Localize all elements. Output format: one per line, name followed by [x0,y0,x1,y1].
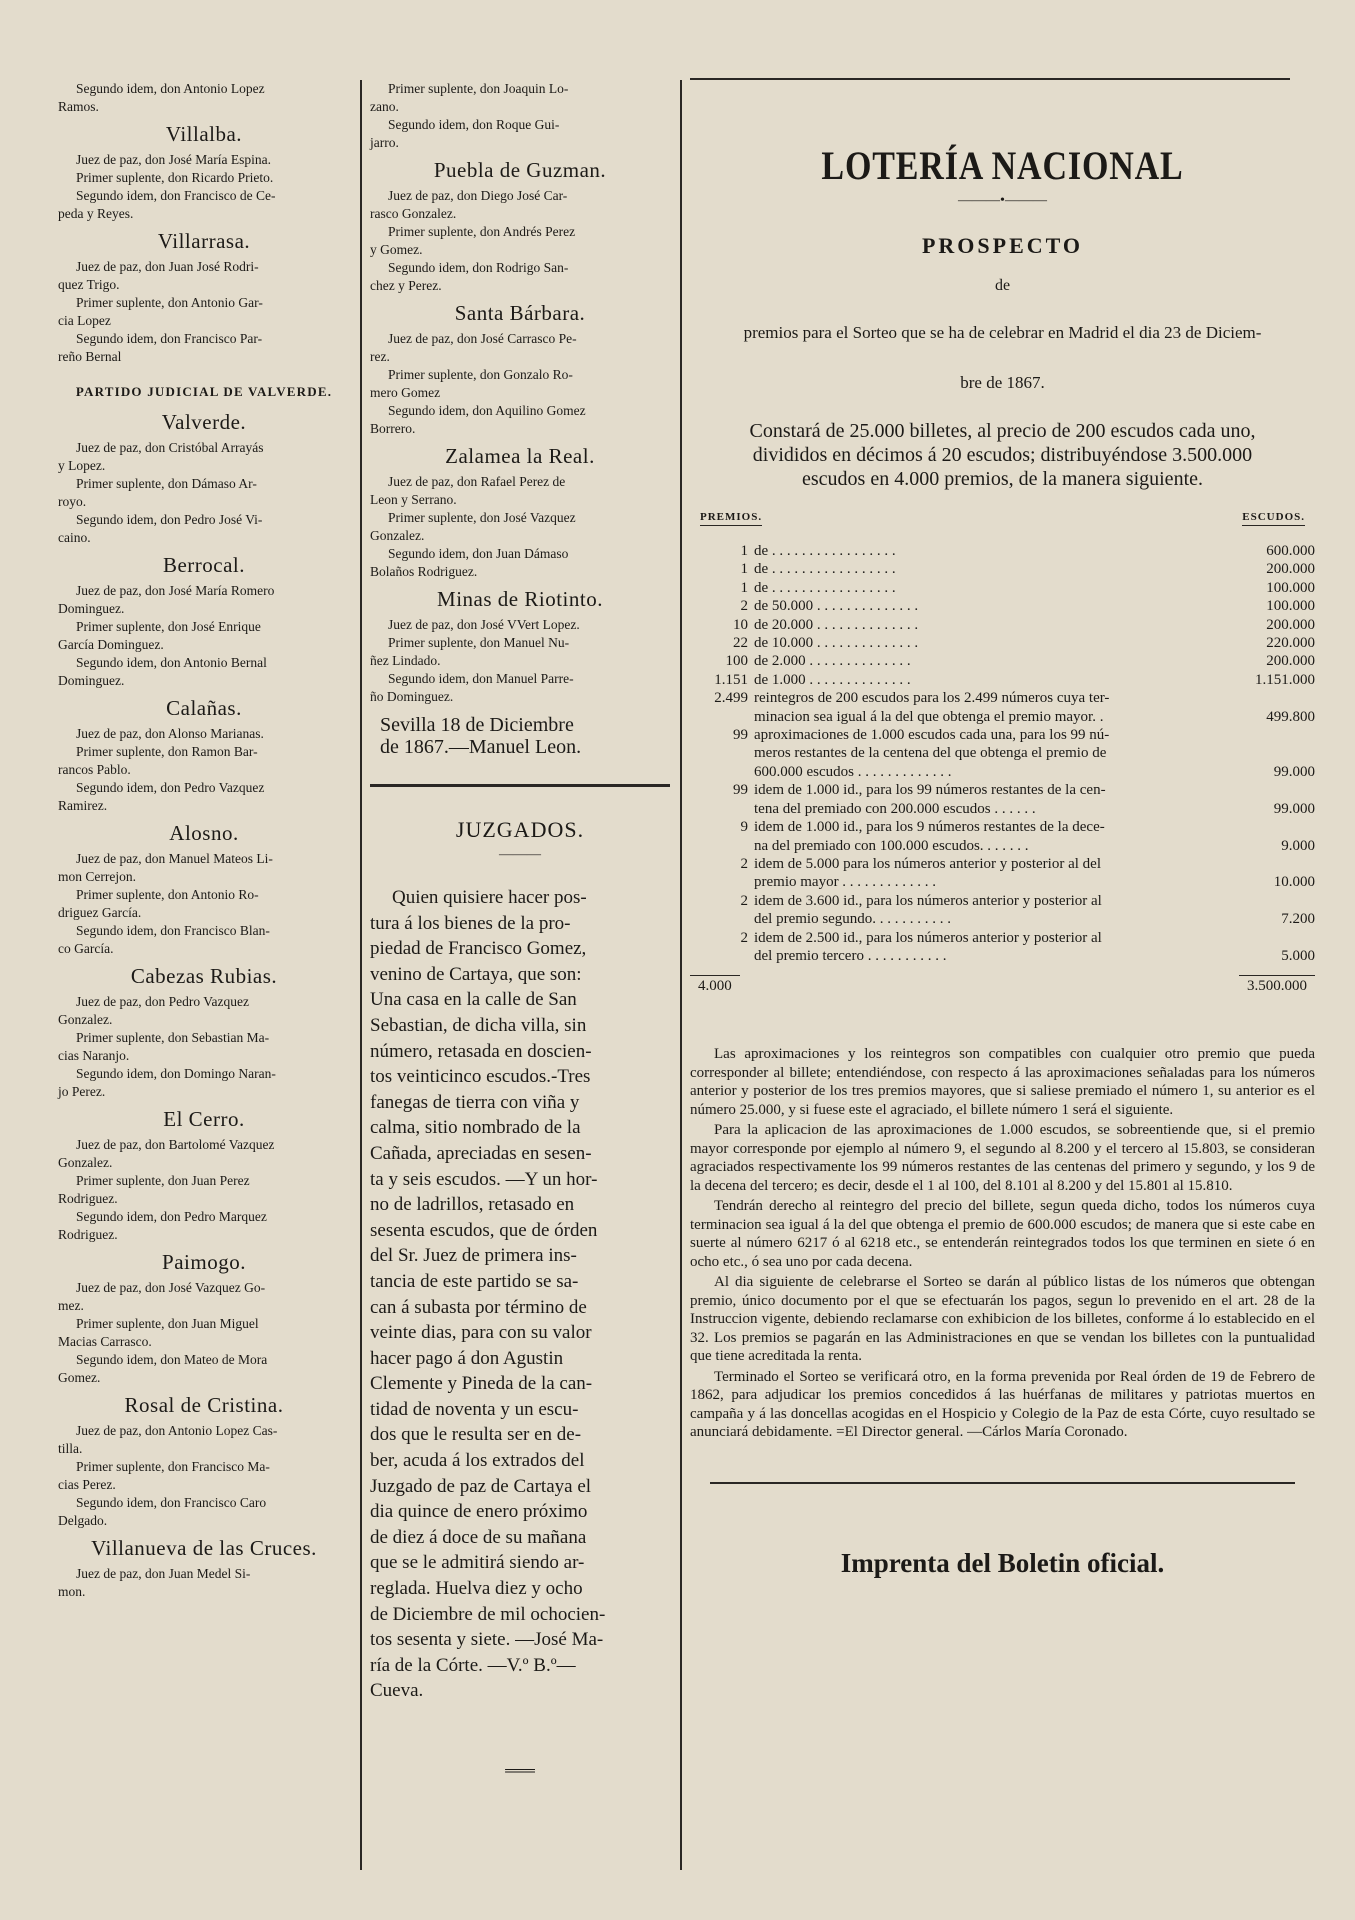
place-heading: Cabezas Rubias. [130,964,278,988]
column-rule-2 [680,80,682,1870]
notice-line: Clemente y Pineda de la can- [370,1373,593,1395]
official-entry [58,993,350,1101]
loteria-title: LOTERÍA NACIONAL [821,143,1184,188]
entry-line: peda y Reyes. [58,206,134,221]
prize-description-line: de 50.000 . . . . . . . . . . . . . . [754,598,919,615]
prize-row [690,652,1315,670]
entry-line: Leon y Serrano. [370,492,457,507]
entry-line: Juez de paz, don José María Romero [76,583,275,598]
prize-description [754,855,1215,892]
header-premios: PREMIOS. [700,511,762,526]
prize-description-line: de . . . . . . . . . . . . . . . . . [754,579,896,596]
prize-description-line: reintegros de 200 escudos para los 2.499 números cuya ter- [754,690,1110,707]
official-entry [370,616,670,706]
entry-line: Segundo idem, don Francisco Blan- [76,923,270,938]
entry-line: Juez de paz, don José Carrasco Pe- [388,331,577,346]
entry-line: mon. [58,1584,86,1599]
prize-description-line: de 10.000 . . . . . . . . . . . . . . [754,635,919,652]
prize-value: 10.000 [1273,874,1315,891]
prize-row [690,855,1315,892]
entry-line: ñez Lindado. [370,653,441,668]
notice-line: ría de la Córte. —V.º B.º— [370,1654,576,1676]
official-entry [58,1422,350,1530]
loteria-paragraph: Terminado el Sorteo se verificará otro, en la forma prevenida por Real órden de 19 de Febrero de 1862, para adjudicar los premios concedidos á las huérfanas de militares y patriotas muertos en campaña y á las doncellas acogidas en el Hospicio y Colegio de la Paz de esta Córte, cuyo resultado se anunciará debidamente. =El Director general. —Cárlos María Coronado. [690,1368,1315,1441]
prize-count: 2 [740,855,748,872]
prize-count: 9 [740,819,748,836]
notice-line: Quien quisiere hacer pos- [392,887,587,908]
entry-line: Segundo idem, don Francisco Par- [76,331,263,346]
entry-line: rancos Pablo. [58,762,131,777]
prize-description-line: de 2.000 . . . . . . . . . . . . . . [754,653,911,670]
entry-line: Segundo idem, don Francisco de Ce- [76,188,276,203]
subtitle-line: premios para el Sorteo que se ha de celebrar en Madrid el dia 23 de Diciem- [743,323,1262,342]
header-escudos: ESCUDOS. [1242,511,1305,526]
entry-line: cia Lopez [58,313,111,328]
entry-line: Gonzalez. [58,1155,113,1170]
intro-line: Constará de 25.000 billetes, al precio de 200 escudos cada uno, [749,420,1256,442]
entry-line: Primer suplente, don Francisco Ma- [76,1459,270,1474]
entry-line: Segundo idem, don Manuel Parre- [388,671,574,686]
prize-description [754,616,1215,634]
place-heading: Villarrasa. [157,229,251,253]
notice-line: sesenta escudos, que de órden [370,1219,598,1241]
entry-line: caino. [58,530,91,545]
entry-line: Primer suplente, don Andrés Perez [388,224,576,239]
entry-line: Juez de paz, don Bartolomé Vazquez [76,1137,275,1152]
prize-table [690,542,1315,965]
prize-value: 100.000 [1266,579,1315,596]
dateline [370,714,670,758]
prize-description-line: de . . . . . . . . . . . . . . . . . [754,561,896,578]
prize-row [690,616,1315,634]
place-heading: Minas de Riotinto. [437,587,603,611]
place-heading: Berrocal. [162,553,246,577]
prize-row [690,892,1315,929]
entry-line: Primer suplente, don Antonio Ro- [76,887,259,902]
entry-line: y Gomez. [370,242,423,257]
official-entry [58,850,350,958]
juzgados-title: JUZGADOS. [455,817,585,842]
prize-value: 100.000 [1266,598,1315,615]
prospecto-heading: PROSPECTO [921,233,1084,258]
total-premios: 4.000 [690,975,740,997]
notice-line: Cueva. [370,1680,424,1702]
entry-line: reño Bernal [58,349,122,364]
loteria-paragraph: Para la aplicacion de las aproximaciones de 1.000 escudos, se sobreentiende que, si el premio mayor corresponde por ejemplo al número 9, el segundo al 8.200 y el tercero al 15.803, se consideran agraciados respectivamente los 99 números restantes de las centenas del primero y segundo, y los 9 de la decena del tercero; es decir, desde el 1 al 100, del 8.101 al 8.200 y del 15.801 al 15.810. [690,1122,1315,1194]
notice-line: Una casa en la calle de San [370,989,577,1011]
entry-line: chez y Perez. [370,278,442,293]
dateline-line: de 1867.—Manuel Leon. [380,736,582,758]
entry-line: Juez de paz, don Rafael Perez de [388,474,566,489]
notice-line: tidad de noventa y un escu- [370,1398,579,1420]
prize-description-line: minacion sea igual á la del que obtenga el premio mayor. . [754,708,1104,725]
official-entry [58,725,350,815]
prize-value: 99.000 [1273,763,1315,780]
notice-line: Cañada, apreciadas en sesen- [370,1142,592,1164]
loteria-paragraph: Tendrán derecho al reintegro del precio del billete, segun queda dicho, todos los números cuya terminacion sea igual á la del que obtenga el premio de 600.000 escudos; de manera que si este cabe en suerte al número 6217 ó al 6218 etc., se entenderán reintegrados todos los que terminen en siete ó en ocho etc., ó sea uno por cada decena. [690,1198,1315,1270]
prize-description [754,726,1215,781]
entry-line: Primer suplente, don Antonio Gar- [76,295,263,310]
entry-line: Gonzalez. [58,1012,113,1027]
column-2 [370,80,670,1780]
entry-line: Primer suplente, don Joaquin Lo- [388,81,569,96]
notice-line: fanegas de tierra con viña y [370,1091,580,1113]
prize-count: 2 [740,892,748,909]
notice-line: de diez á doce de su mañana [370,1526,587,1548]
prize-count: 1 [740,543,748,559]
entry-line: Segundo idem, don Aquilino Gomez [388,403,586,418]
intro-line: escudos en 4.000 premios, de la manera siguiente. [802,468,1203,490]
entry-line: Juez de paz, don José Vazquez Go- [76,1280,266,1295]
prize-value: 99.000 [1273,800,1315,817]
prize-description-line: de 20.000 . . . . . . . . . . . . . . [754,616,919,633]
prize-description-line: del premio tercero . . . . . . . . . . . [754,947,947,964]
column-1 [58,80,350,1605]
notice-line: dos que le resulta ser en de- [370,1424,582,1446]
prize-description [754,892,1215,929]
entry-line: Primer suplente, don Ricardo Prieto. [76,170,274,185]
prize-row [690,542,1315,560]
official-entry [58,1279,350,1387]
place-heading: El Cerro. [163,1107,245,1131]
prize-description-line: del premio segundo. . . . . . . . . . . [754,911,952,928]
notice-line: piedad de Francisco Gomez, [370,938,587,960]
prize-count: 1 [740,561,748,578]
entry-line: Juez de paz, don Juan José Rodri- [76,259,259,274]
entry-line: Primer suplente, don José Vazquez [388,510,576,525]
place-heading: Villalba. [165,122,243,146]
notice-line: de Diciembre de mil ochocien- [370,1603,606,1625]
prize-description [754,671,1215,689]
entry-line: mez. [58,1298,84,1313]
notice-line: calma, sitio nombrado de la [370,1117,581,1139]
entry-line: jo Perez. [58,1084,106,1099]
prize-value: 200.000 [1266,653,1315,670]
entry-line: Rodriguez. [58,1227,118,1242]
place-heading: Puebla de Guzman. [433,158,607,182]
prize-value: 1.151.000 [1255,671,1315,688]
loteria-paragraph: Al dia siguiente de celebrarse el Sorteo se darán al público listas de los números que obtengan premio, único documento por el que se efectuarán los pagos, segun lo prevenido en el art. 28 de la Instruccion vigente, debiendo reclamarse con exhibicion de los billetes, conforme á lo establecido en el 32. Los premios se pagarán en las Administraciones en que se vendan los billetes con la puntualidad que tiene acreditada la renta. [690,1274,1315,1365]
dateline-line: Sevilla 18 de Diciembre [380,714,574,736]
entry-line: Segundo idem, don Francisco Caro [76,1495,267,1510]
official-entry [58,1565,350,1601]
prize-description [754,781,1215,818]
notice-line: ber, acuda á los extrados del [370,1450,585,1472]
prize-description [754,929,1215,966]
official-entry [370,80,670,152]
notice-line: hacer pago á don Agustin [370,1347,564,1369]
entry-line: Juez de paz, don José VVert Lopez. [388,617,580,632]
prize-description [754,597,1215,615]
prize-count: 2 [740,929,748,946]
prize-row [690,579,1315,597]
entry-line: Segundo idem, don Rodrigo San- [388,260,569,275]
total-escudos: 3.500.000 [1239,975,1315,997]
prize-count: 22 [733,635,748,652]
official-entry [370,187,670,295]
printer-imprint: Imprenta del Boletin oficial. [840,1547,1165,1578]
entry-line: Segundo idem, don Roque Gui- [388,117,560,132]
entry-line: Primer suplente, don Manuel Nu- [388,635,570,650]
official-entry [370,330,670,438]
prize-description-line: premio mayor . . . . . . . . . . . . . [754,874,937,891]
entry-line: Bolaños Rodriguez. [370,564,478,579]
column-3 [690,80,1315,1579]
prize-description-line: idem de 1.000 id., para los 9 números restantes de la dece- [754,819,1105,836]
prize-description-line: aproximaciones de 1.000 escudos cada una, para los 99 nú- [754,727,1110,744]
entry-line: Primer suplente, don Juan Miguel [76,1316,259,1331]
notice-line: tura á los bienes de la pro- [370,912,571,934]
entry-line: Primer suplente, don Sebastian Ma- [76,1030,270,1045]
prize-value: 5.000 [1281,947,1315,964]
notice-line: reglada. Huelva diez y ocho [370,1578,583,1600]
entry-line: cias Perez. [58,1477,116,1492]
col2-entries [370,80,670,706]
prize-description-line: idem de 3.600 id., para los números anterior y posterior al [754,892,1102,909]
de-line: de [994,277,1011,294]
notice-line: can á subasta por término de [370,1296,587,1318]
place-heading: Paimogo. [162,1250,246,1274]
prize-description-line: idem de 2.500 id., para los números anterior y posterior al [754,929,1102,946]
prize-count: 1.151 [714,671,748,688]
entry-line: Gonzalez. [370,528,425,543]
notice-line: tos veinticinco escudos.-Tres [370,1066,591,1088]
prize-description-line: de . . . . . . . . . . . . . . . . . [754,543,896,559]
prize-description [754,560,1215,578]
place-heading: Alosno. [169,821,239,845]
entry-line: Juez de paz, don Pedro Vazquez [76,994,249,1009]
prize-value: 499.800 [1266,708,1315,725]
prize-count: 10 [733,616,748,633]
place-heading: Villanueva de las Cruces. [91,1536,317,1560]
notice-line: ta y seis escudos. —Y un hor- [370,1168,598,1190]
entry-line: Juez de paz, don Cristóbal Arrayás [76,440,264,455]
prize-row [690,597,1315,615]
prize-description [754,579,1215,597]
prize-row [690,634,1315,652]
prize-value: 7.200 [1281,911,1315,928]
place-heading: Zalamea la Real. [445,444,595,468]
entry-line: Primer suplente, don Ramon Bar- [76,744,258,759]
entry-line: Primer suplente, don Dámaso Ar- [76,476,257,491]
prize-row [690,671,1315,689]
prize-value: 200.000 [1266,561,1315,578]
entry-line: y Lopez. [58,458,106,473]
notice-line: dia quince de enero próximo [370,1501,588,1523]
entry-line: Delgado. [58,1513,108,1528]
entry-line: zano. [370,99,399,114]
notice-line: Juzgado de paz de Cartaya el [370,1475,592,1497]
notice-line: número, retasada en doscien- [370,1040,592,1062]
entry-line: Juez de paz, don Diego José Car- [388,188,568,203]
notice-line: del Sr. Juez de primera ins- [370,1245,577,1267]
entry-line: Primer suplente, don José Enrique [76,619,261,634]
official-entry [58,80,350,116]
entry-line: Dominguez. [58,601,125,616]
place-heading: Calañas. [166,696,242,720]
prize-row [690,781,1315,818]
notice-line: veinte dias, para con su valor [370,1322,592,1344]
prize-row [690,689,1315,726]
notice-line: Sebastian, de dicha villa, sin [370,1014,587,1036]
entry-line: quez Trigo. [58,277,120,292]
prize-value: 600.000 [1266,543,1315,559]
end-ornament: ═══ [505,1764,535,1779]
intro-line: divididos en décimos á 20 escudos; distribuyéndose 3.500.000 [752,444,1253,466]
prize-description-line: meros restantes de la centena del que obtenga el premio de [754,745,1107,762]
official-entry [58,582,350,690]
notice-line: no de ladrillos, retasado en [370,1194,575,1216]
prize-description [754,542,1215,560]
prize-table-header [690,511,1315,526]
prize-row [690,560,1315,578]
place-heading: Valverde. [161,410,247,434]
prize-description-line: idem de 1.000 id., para los 99 números restantes de la cen- [754,782,1106,799]
entry-line: Macias Carrasco. [58,1334,152,1349]
loteria-paragraph: Las aproximaciones y los reintegros son compatibles con cualquier otro premio que pueda corresponder al billete; entendiéndose, con respecto á las aproximaciones señaladas para los números anterior y posterior de los tres premios mayores, que si saliese premiado el número 1, su anterior es el número 25.000, y si fuese este el agraciado, el billete número 1 será el siguiente. [690,1046,1315,1118]
entry-line: cias Naranjo. [58,1048,130,1063]
intro-paragraph [690,419,1315,491]
place-heading: Santa Bárbara. [454,301,586,325]
official-entry [58,1136,350,1244]
partido-heading: PARTIDO JUDICIAL DE VALVERDE. [75,384,333,399]
entry-line: mon Cerrejon. [58,869,136,884]
prize-count: 99 [733,727,748,744]
entry-line: Segundo idem, don Pedro Vazquez [76,780,265,795]
official-entry [370,473,670,581]
entry-line: co García. [58,941,114,956]
prize-description-line: 600.000 escudos . . . . . . . . . . . . . [754,763,952,780]
entry-line: tilla. [58,1441,83,1456]
entry-line: Segundo idem, don Antonio Bernal [76,655,267,670]
prize-count: 99 [733,782,748,799]
prize-count: 1 [740,579,748,596]
column-rule-1 [360,80,362,1870]
entry-line: Segundo idem, don Antonio Lopez [76,81,265,96]
juzgados-notice [370,885,670,1704]
official-entry [58,151,350,223]
prize-count: 100 [725,653,748,670]
notice-line: venino de Cartaya, que son: [370,963,582,985]
prize-description-line: idem de 5.000 para los números anterior y posterior al del [754,855,1101,872]
entry-line: Segundo idem, don Juan Dámaso [388,546,569,561]
official-entry [58,258,350,366]
official-entry [58,439,350,547]
entry-line: ño Dominguez. [370,689,454,704]
loteria-ornament: ———•——— [958,193,1047,208]
entry-line: Juez de paz, don Antonio Lopez Cas- [76,1423,278,1438]
entry-line: Ramirez. [58,798,108,813]
entry-line: Segundo idem, don Domingo Naran- [76,1066,276,1081]
closing-rule [710,1482,1295,1484]
notice-line: que se le admitirá siendo ar- [370,1552,585,1574]
prize-value: 9.000 [1281,837,1315,854]
entry-line: Juez de paz, don Juan Medel Si- [76,1566,251,1581]
entry-line: García Dominguez. [58,637,164,652]
prize-row [690,726,1315,781]
section-rule [370,784,670,787]
subtitle-line: bre de 1867. [960,373,1045,392]
entry-line: mero Gomez [370,385,441,400]
entry-line: Juez de paz, don Manuel Mateos Li- [76,851,273,866]
entry-line: Gomez. [58,1370,101,1385]
prize-description [754,689,1215,726]
entry-line: Dominguez. [58,673,125,688]
prize-row [690,929,1315,966]
prize-description-line: de 1.000 . . . . . . . . . . . . . . [754,671,911,688]
entry-line: Primer suplente, don Gonzalo Ro- [388,367,573,382]
prize-value: 220.000 [1266,635,1315,652]
entry-line: Primer suplente, don Juan Perez [76,1173,250,1188]
entry-line: rasco Gonzalez. [370,206,457,221]
entry-line: Juez de paz, don Alonso Marianas. [76,726,264,741]
entry-line: Juez de paz, don José María Espina. [76,152,271,167]
loteria-body [690,1045,1315,1442]
place-heading: Rosal de Cristina. [124,1393,284,1417]
juzgados-ornament: ——— [499,847,541,862]
entry-line: Segundo idem, don Pedro José Vi- [76,512,263,527]
entry-line: driguez García. [58,905,142,920]
entry-line: Segundo idem, don Pedro Marquez [76,1209,267,1224]
prize-totals [690,975,1315,997]
prize-description [754,818,1215,855]
entry-line: jarro. [370,135,399,150]
entry-line: royo. [58,494,87,509]
notice-line: tancia de este partido se sa- [370,1270,579,1292]
entry-line: rez. [370,349,390,364]
prize-description [754,652,1215,670]
prize-row [690,818,1315,855]
entry-line: Rodriguez. [58,1191,118,1206]
entry-line: Ramos. [58,99,99,114]
notice-line: tos sesenta y siete. —José Ma- [370,1629,604,1651]
prize-count: 2 [740,598,748,615]
prize-value: 200.000 [1266,616,1315,633]
entry-line: Borrero. [370,421,416,436]
prize-description-line: na del premiado con 100.000 escudos. . . . . . . [754,837,1029,854]
prize-count: 2.499 [714,690,748,707]
prize-description-line: tena del premiado con 200.000 escudos . . . . . . [754,800,1036,817]
prize-description [754,634,1215,652]
entry-line: Segundo idem, don Mateo de Mora [76,1352,268,1367]
